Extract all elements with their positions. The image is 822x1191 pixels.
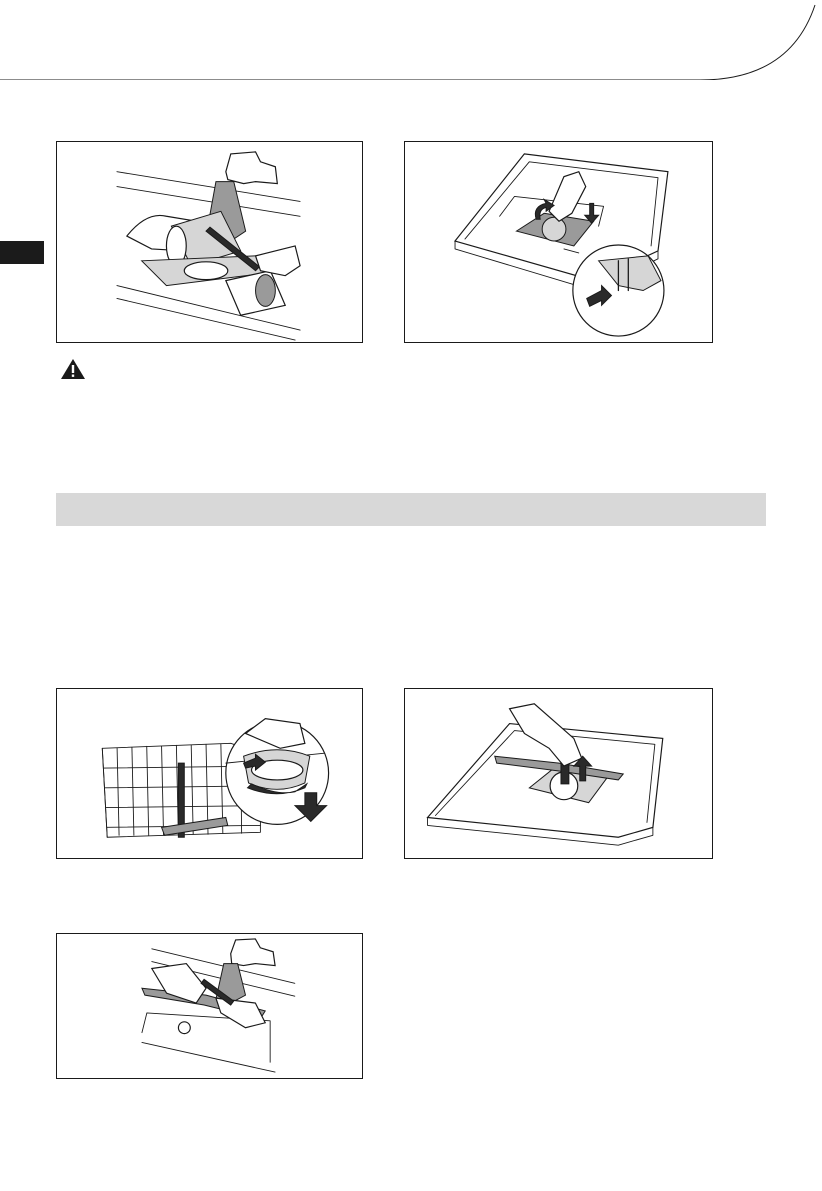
figure-rinse-spray-arm <box>56 933 363 1079</box>
figure-remove-lower-spray-arm <box>404 688 713 859</box>
warning-triangle-icon <box>60 358 86 380</box>
page-corner-line <box>0 0 822 80</box>
figure-rinse-filter <box>56 141 363 343</box>
rinse-spray-arm-illustration <box>57 934 362 1078</box>
language-tab <box>0 241 44 264</box>
section-heading-bar <box>56 493 766 526</box>
rinse-filter-illustration <box>57 142 362 342</box>
upper-spray-arm-illustration <box>57 689 362 858</box>
insert-filter-illustration <box>405 142 712 342</box>
figure-insert-filter <box>404 141 713 343</box>
lower-spray-arm-illustration <box>405 689 712 858</box>
figure-remove-upper-spray-arm <box>56 688 363 859</box>
